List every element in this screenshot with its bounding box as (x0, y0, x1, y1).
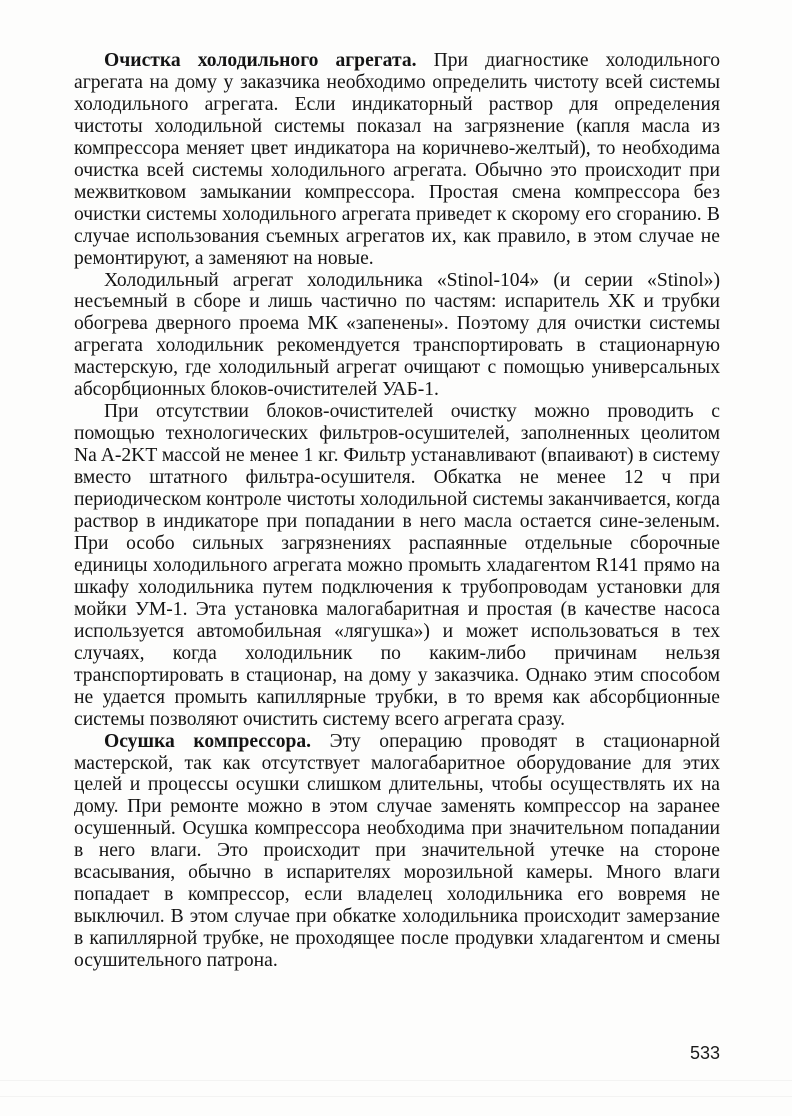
section-heading-compressor-drying: Осушка компрессора. (104, 730, 312, 752)
paragraph-agregat-cleaning (74, 50, 720, 270)
paragraph-text: Эту операцию проводят в стационарной мастерской, так как отсутствует малогабаритное оборудование для этих целей и процессы осушки слишком длительны, чтобы осуществлять их на дому. При ремонте можно в этом случае заменять компрессор на заранее осушенный. Осушка компрессора необходима при значительном попадании в него влаги. Это происходит при значительной утечке на стороне всасывания, обычно в испарителях морозильной камеры. Много влаги попадает в компрессор, если владелец холодильника его вовремя не выключил. В этом случае при обкатке холодильника происходит замерзание в капиллярной трубке, не проходящее после продувки хладагентом и смены осушительного патрона. (74, 730, 720, 972)
scan-artifact-line (0, 1080, 792, 1081)
paragraph-compressor-drying (74, 731, 720, 972)
paragraph-text: При диагностике холодильного агрегата на дому у заказчика необходимо определить чистоту всей системы холодильного агрегата. Если индикаторный раствор для определения чистоты холодильной системы показал на загрязнение (капля масла из компрессора меняет цвет индикатора на коричнево-желтый), то необходима очистка всей системы холодильного агрегата. Обычно это происходит при межвитковом замыкании компрессора. Простая смена компрессора без очистки системы холодильного агрегата приведет к скорому его сгоранию. В случае использования съемных агрегатов их, как правило, в этом случае не ремонтируют, а заменяют на новые. (74, 50, 720, 269)
scan-artifact-line (0, 1096, 792, 1097)
paragraph-text: Холодильный агрегат холодильника «Stinol-104» (и серии «Stinol») несъемный в сборе и лишь частично по частям: испаритель ХК и трубки обогрева дверного проема МК «запенены». Поэтому для очистки системы агрегата холодильник рекомендуется транспортировать в стационарную мастерскую, где холодильный агрегат очищают с помощью универсальных абсорбционных блоков-очистителей УАБ-1. (74, 269, 720, 401)
paragraph-text: При отсутствии блоков-очистителей очистку можно проводить с помощью технологических фильтров-осушителей, заполненных цеолитом Na A-2KT массой не менее 1 кг. Фильтр устанавливают (впаивают) в систему вместо штатного фильтра-осушителя. Обкатка не менее 12 ч при периодическом контроле чистоты холодильной системы заканчивается, когда раствор в индикаторе при попадании в него масла остается сине-зеленым. При особо сильных загрязнениях распаянные отдельные сборочные единицы холодильного агрегата можно промыть хладагентом R141 прямо на шкафу холодильника путем подключения к трубопроводам установки для мойки УМ-1. Эта установка малогабаритная и простая (в качестве насоса используется автомобильная «лягушка») и может использоваться в тех случаях, когда холодильник по каким-либо причинам нельзя транспортировать в стационар, на дому у заказчика. Однако этим способом не удается промыть капиллярные трубки, в то время как абсорбционные системы позволяют очистить систему всего агрегата сразу. (74, 401, 720, 730)
paragraph-stinol (74, 270, 720, 402)
paragraph-filters (74, 401, 720, 730)
body-text (74, 50, 720, 972)
section-heading-agregat-cleaning: Очистка холодильного агрегата. (104, 50, 417, 71)
page-number: 533 (689, 1043, 720, 1063)
